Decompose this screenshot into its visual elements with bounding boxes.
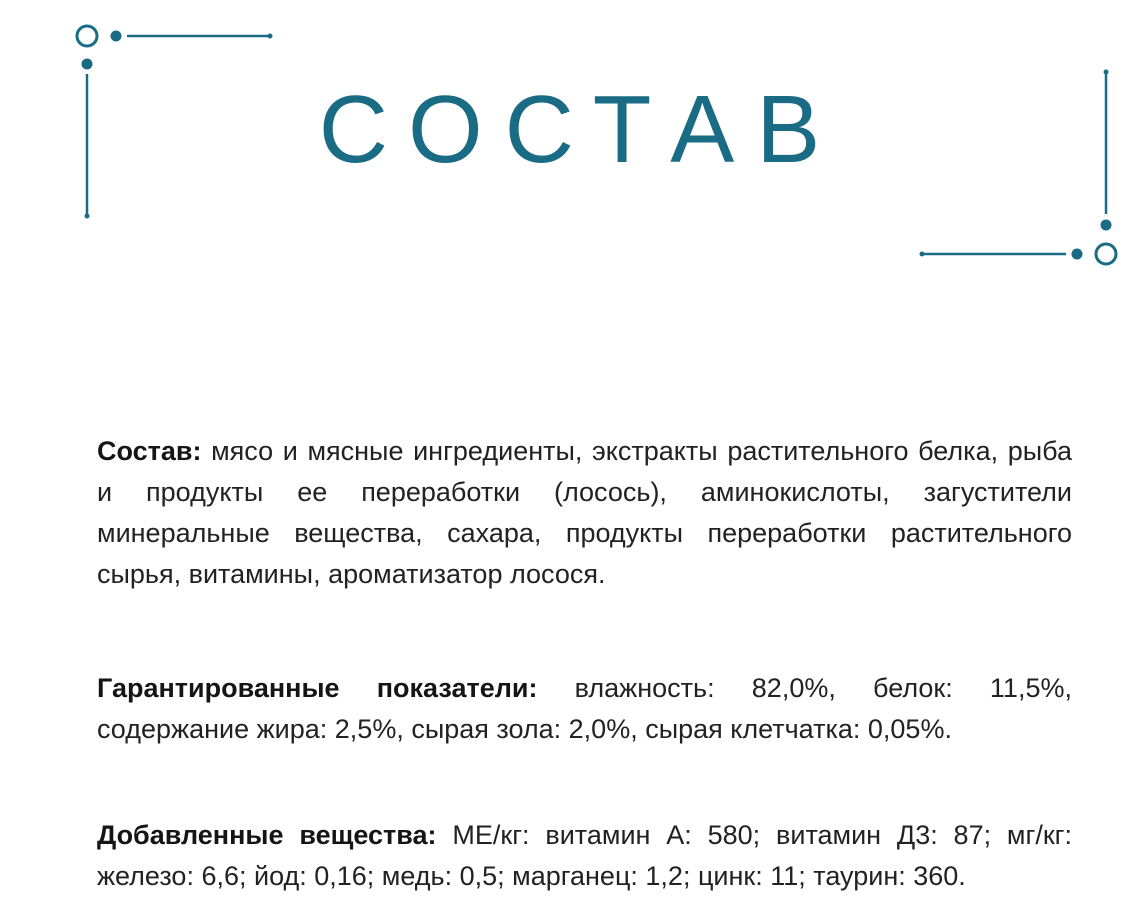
bottom-right-dot-above xyxy=(1101,220,1112,231)
guaranteed-values-text: влажность: 82,0%, белок: 11,5%, содержание жира: 2,5%, сырая зола: 2,0%, сырая клетчатка: 0,05%. xyxy=(97,673,1072,744)
page-title: СОСТАВ xyxy=(318,76,843,183)
additives-label: Добавленные вещества: xyxy=(97,820,437,850)
top-left-vline-end-dot xyxy=(85,214,90,219)
guaranteed-values-label: Гарантированные показатели: xyxy=(97,673,538,703)
bottom-right-hline-start-dot xyxy=(920,252,925,257)
composition-text: мясо и мясные ингредиенты, экстракты растительного белка, рыба и продукты ее переработки (лосось), аминокислоты, загустители минеральные вещества, сахара, продукты переработки растительного сырья, витамины, ароматизатор лосося. xyxy=(97,436,1072,589)
top-left-dot-right xyxy=(111,31,122,42)
composition-label: Состав: xyxy=(97,436,202,466)
additives-text: МЕ/кг: витамин А: 580; витамин Д3: 87; мг/кг: железо: 6,6; йод: 0,16; медь: 0,5; марганец: 1,2; цинк: 11; таурин: 360. xyxy=(97,820,1072,891)
top-left-dot-below xyxy=(82,59,93,70)
additives-paragraph xyxy=(97,815,1072,897)
bottom-right-ring-icon xyxy=(1096,244,1116,264)
guaranteed-values-paragraph xyxy=(97,668,1072,750)
composition-paragraph xyxy=(97,431,1072,595)
top-left-ring-icon xyxy=(77,26,97,46)
top-left-line-end-dot xyxy=(268,34,273,39)
bottom-right-dot-left xyxy=(1072,249,1083,260)
